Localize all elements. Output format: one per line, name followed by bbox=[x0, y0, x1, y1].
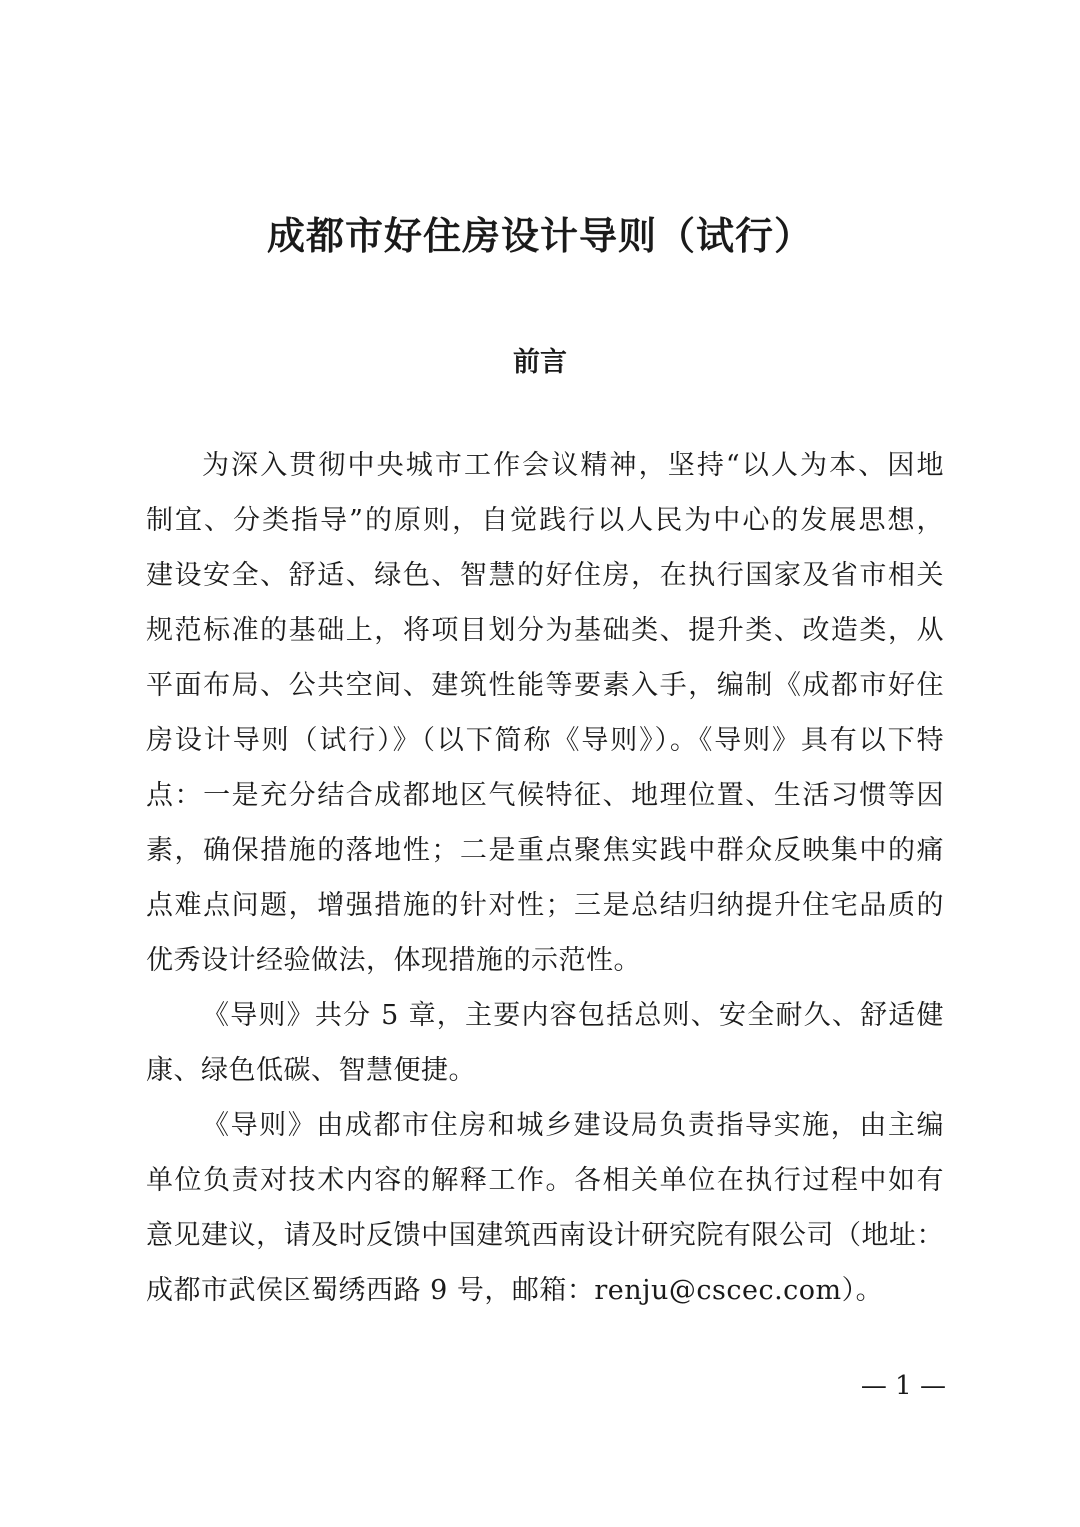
text-line: 平面布局、公共空间、建筑性能等要素入手，编制《成都市好住 bbox=[146, 670, 944, 701]
document-body bbox=[146, 438, 944, 1318]
text-line: 康、绿色低碳、智慧便捷。 bbox=[146, 1055, 476, 1086]
text-line: 制宜、分类指导”的原则，自觉践行以人民为中心的发展思想， bbox=[146, 505, 944, 536]
document-title: 成都市好住房设计导则（试行） bbox=[266, 213, 813, 258]
text-line: 点难点问题，增强措施的针对性；三是总结归纳提升住宅品质的 bbox=[146, 890, 944, 921]
text-line: 《导则》共分 5 章，主要内容包括总则、安全耐久、舒适健 bbox=[202, 1000, 944, 1031]
paragraph-3 bbox=[146, 1098, 944, 1318]
paragraph-2 bbox=[146, 988, 944, 1098]
text-line: 房设计导则（试行）》（以下简称《导则》）。《导则》具有以下特 bbox=[146, 725, 944, 756]
text-line: 点：一是充分结合成都地区气候特征、地理位置、生活习惯等因 bbox=[146, 780, 944, 811]
text-line: 规范标准的基础上，将项目划分为基础类、提升类、改造类，从 bbox=[146, 615, 944, 646]
text-line: 优秀设计经验做法，体现措施的示范性。 bbox=[146, 945, 641, 976]
paragraph-1 bbox=[146, 438, 944, 988]
text-line: 素，确保措施的落地性；二是重点聚焦实践中群众反映集中的痛 bbox=[146, 835, 944, 866]
text-line: 《导则》由成都市住房和城乡建设局负责指导实施，由主编 bbox=[202, 1110, 944, 1141]
text-line: 为深入贯彻中央城市工作会议精神，坚持“以人为本、因地 bbox=[202, 450, 944, 481]
section-heading: 前言 bbox=[513, 347, 567, 378]
page-number: — 1 — bbox=[860, 1371, 946, 1401]
text-line: 单位负责对技术内容的解释工作。各相关单位在执行过程中如有 bbox=[146, 1165, 944, 1196]
text-line: 成都市武侯区蜀绣西路 9 号，邮箱：renju@cscec.com）。 bbox=[146, 1275, 884, 1306]
text-line: 建设安全、舒适、绿色、智慧的好住房，在执行国家及省市相关 bbox=[146, 560, 944, 591]
text-line: 意见建议，请及时反馈中国建筑西南设计研究院有限公司（地址： bbox=[146, 1220, 944, 1251]
